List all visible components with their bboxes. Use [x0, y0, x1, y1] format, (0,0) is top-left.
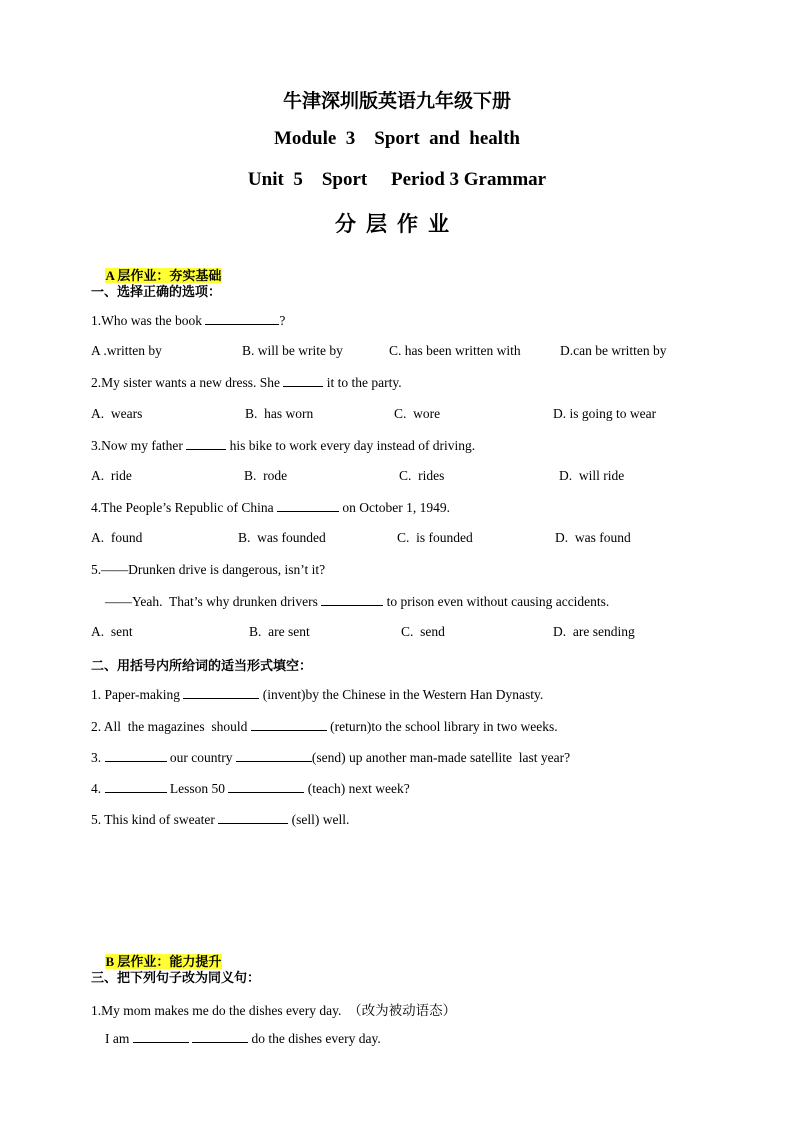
question-5: 5.——Drunken drive is dangerous, isn’t it? — [91, 562, 326, 577]
q4-option-a[interactable]: A. found — [91, 530, 143, 545]
q4-option-b[interactable]: B. was founded — [238, 530, 326, 545]
q3-option-a[interactable]: A. ride — [91, 468, 132, 483]
answer-blank[interactable] — [133, 1030, 189, 1043]
q1-option-a[interactable]: A .written by — [91, 343, 162, 358]
q2-option-a[interactable]: A. wears — [91, 406, 143, 421]
q4-option-c[interactable]: C. is founded — [397, 530, 473, 545]
question-2: 2.My sister wants a new dress. She it to the party. — [91, 375, 402, 390]
answer-blank[interactable] — [218, 811, 288, 824]
section-b-label: B 层作业：能力提升 — [105, 954, 222, 969]
q5-option-b[interactable]: B. are sent — [249, 624, 310, 639]
answer-blank[interactable] — [228, 780, 304, 793]
q4-option-d[interactable]: D. was found — [555, 530, 631, 545]
q1-option-c[interactable]: C. has been written with — [389, 343, 521, 358]
fill-item-3: 3. our country (send) up another man-made satellite last year? — [91, 750, 571, 765]
module-title: Module 3 Sport and health — [274, 128, 520, 149]
answer-blank[interactable] — [186, 437, 226, 450]
answer-blank[interactable] — [283, 374, 323, 387]
section-a-label: A 层作业：夯实基础 — [105, 268, 222, 283]
answer-blank[interactable] — [105, 780, 167, 793]
q2-option-c[interactable]: C. wore — [394, 406, 441, 421]
fill-item-4: 4. Lesson 50 (teach) next week? — [91, 781, 410, 796]
q2-option-b[interactable]: B. has worn — [245, 406, 314, 421]
q3-option-b[interactable]: B. rode — [244, 468, 288, 483]
rewrite-item-1: 1.My mom makes me do the dishes every day. （改为被动语态） — [91, 1003, 457, 1018]
answer-blank[interactable] — [105, 749, 167, 762]
answer-blank[interactable] — [236, 749, 312, 762]
part2-heading: 二、用括号内所给词的适当形式填空： — [91, 658, 313, 673]
q1-option-d[interactable]: D.can be written by — [560, 343, 667, 358]
question-3: 3.Now my father his bike to work every day instead of driving. — [91, 438, 476, 453]
fill-item-5: 5. This kind of sweater (sell) well. — [91, 812, 350, 827]
q3-option-c[interactable]: C. rides — [399, 468, 445, 483]
unit-title: Unit 5 Sport Period 3 Grammar — [247, 169, 547, 190]
answer-blank[interactable] — [251, 718, 327, 731]
answer-blank[interactable] — [192, 1030, 248, 1043]
q3-option-d[interactable]: D. will ride — [559, 468, 625, 483]
fill-item-1: 1. Paper-making (invent)by the Chinese in the Western Han Dynasty. — [91, 687, 544, 702]
q5-option-c[interactable]: C. send — [401, 624, 445, 639]
homework-subtitle: 分层作业 — [335, 212, 459, 236]
q5-option-d[interactable]: D. are sending — [553, 624, 635, 639]
answer-blank[interactable] — [321, 593, 383, 606]
answer-blank[interactable] — [205, 312, 279, 325]
fill-item-2: 2. All the magazines should (return)to the school library in two weeks. — [91, 719, 558, 734]
question-1: 1.Who was the book ? — [91, 313, 286, 328]
answer-blank[interactable] — [183, 686, 259, 699]
part3-heading: 三、把下列句子改为同义句： — [91, 970, 261, 985]
answer-blank[interactable] — [277, 499, 339, 512]
rewrite-item-1-answer: I am do the dishes every day. — [105, 1031, 381, 1046]
q1-option-b[interactable]: B. will be write by — [242, 343, 343, 358]
q5-option-a[interactable]: A. sent — [91, 624, 133, 639]
title-chinese: 牛津深圳版英语九年级下册 — [282, 91, 511, 112]
question-5-line-2: ——Yeah. That’s why drunken drivers to prison even without causing accidents. — [105, 594, 610, 609]
question-4: 4.The People’s Republic of China on October 1, 1949. — [91, 500, 450, 515]
part1-heading: 一、选择正确的选项： — [91, 284, 222, 299]
q2-option-d[interactable]: D. is going to wear — [553, 406, 657, 421]
